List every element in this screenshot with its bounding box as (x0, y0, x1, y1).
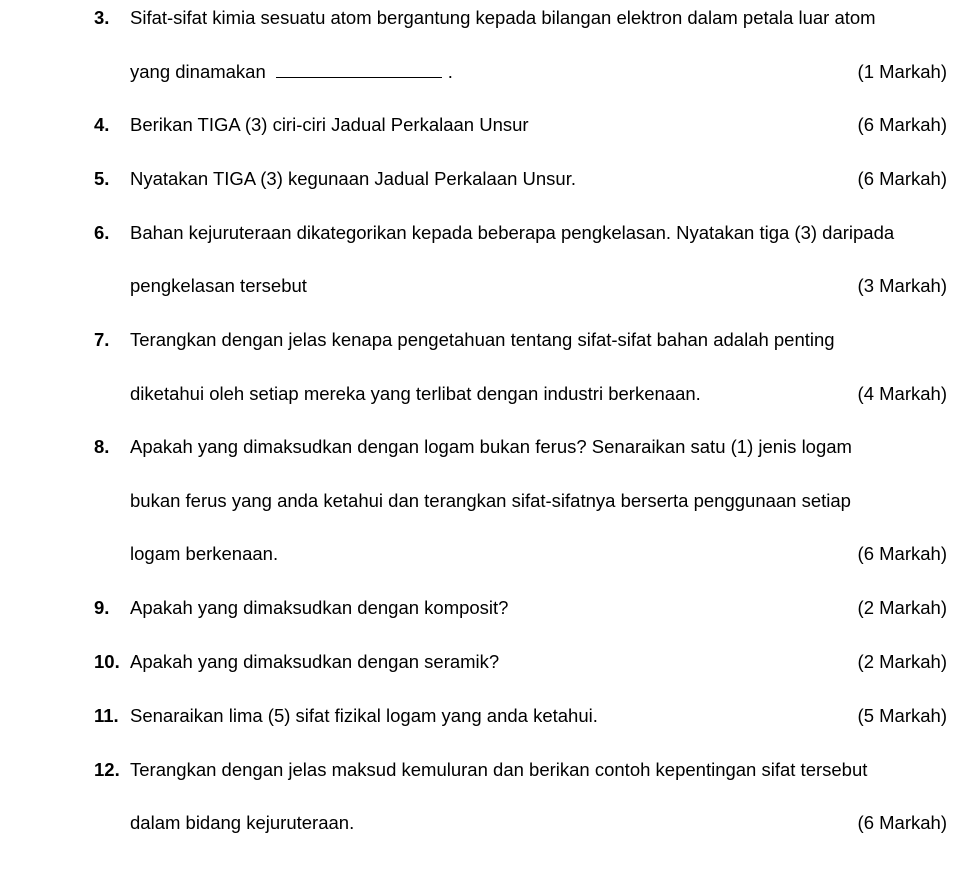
question-text: diketahui oleh setiap mereka yang terlibat dengan industri berkenaan. (130, 383, 701, 404)
question-number: 10. (94, 651, 120, 672)
question-text: Berikan TIGA (3) ciri-ciri Jadual Perkalaan Unsur (130, 114, 529, 135)
question-marks: (6 Markah) (857, 543, 947, 564)
question-3-line-1 (0, 5, 971, 31)
question-12-line-1 (0, 757, 971, 783)
question-7-line-2 (0, 381, 971, 407)
question-marks: (3 Markah) (857, 275, 947, 296)
question-text: Bahan kejuruteraan dikategorikan kepada beberapa pengkelasan. Nyatakan tiga (3) daripada (130, 222, 895, 243)
question-number: 6. (94, 222, 110, 243)
question-12-line-2 (0, 810, 971, 836)
question-text: dalam bidang kejuruteraan. (130, 812, 355, 833)
question-text: logam berkenaan. (130, 543, 279, 564)
question-text-with-blank (130, 59, 453, 85)
question-5 (0, 166, 971, 192)
question-text: Nyatakan TIGA (3) kegunaan Jadual Perkalaan Unsur. (130, 168, 576, 189)
blank-period: . (447, 61, 453, 82)
question-number: 5. (94, 168, 110, 189)
question-number: 7. (94, 329, 110, 350)
question-text: Sifat-sifat kimia sesuatu atom bergantung kepada bilangan elektron dalam petala luar atom (130, 7, 876, 28)
question-number: 12. (94, 759, 120, 780)
question-marks: (2 Markah) (857, 651, 947, 672)
question-text: yang dinamakan (130, 61, 266, 82)
question-number: 8. (94, 436, 110, 457)
question-marks: (1 Markah) (857, 61, 947, 82)
question-number: 3. (94, 7, 110, 28)
question-6-line-1 (0, 220, 971, 246)
question-7-line-1 (0, 327, 971, 353)
answer-blank (276, 59, 442, 78)
question-10 (0, 649, 971, 675)
question-3-line-2 (0, 59, 971, 85)
question-text: bukan ferus yang anda ketahui dan terangkan sifat-sifatnya berserta penggunaan setiap (130, 490, 851, 511)
question-marks: (6 Markah) (857, 812, 947, 833)
question-marks: (6 Markah) (857, 168, 947, 189)
question-6-line-2 (0, 273, 971, 299)
question-text: Terangkan dengan jelas kenapa pengetahuan tentang sifat-sifat bahan adalah penting (130, 329, 835, 350)
question-text: Senaraikan lima (5) sifat fizikal logam yang anda ketahui. (130, 705, 598, 726)
question-text: Apakah yang dimaksudkan dengan logam bukan ferus? Senaraikan satu (1) jenis logam (130, 436, 852, 457)
question-8-line-3 (0, 541, 971, 567)
question-marks: (6 Markah) (857, 114, 947, 135)
question-text: Apakah yang dimaksudkan dengan seramik? (130, 651, 500, 672)
question-marks: (5 Markah) (857, 705, 947, 726)
question-number: 9. (94, 597, 110, 618)
question-number: 11. (94, 705, 119, 726)
question-8-line-1 (0, 434, 971, 460)
question-marks: (4 Markah) (857, 383, 947, 404)
question-8-line-2 (0, 488, 971, 514)
question-11 (0, 703, 971, 729)
question-text: pengkelasan tersebut (130, 275, 307, 296)
question-text: Apakah yang dimaksudkan dengan komposit? (130, 597, 509, 618)
question-number: 4. (94, 114, 110, 135)
question-4 (0, 112, 971, 138)
question-text: Terangkan dengan jelas maksud kemuluran dan berikan contoh kepentingan sifat tersebut (130, 759, 868, 780)
question-9 (0, 595, 971, 621)
question-marks: (2 Markah) (857, 597, 947, 618)
